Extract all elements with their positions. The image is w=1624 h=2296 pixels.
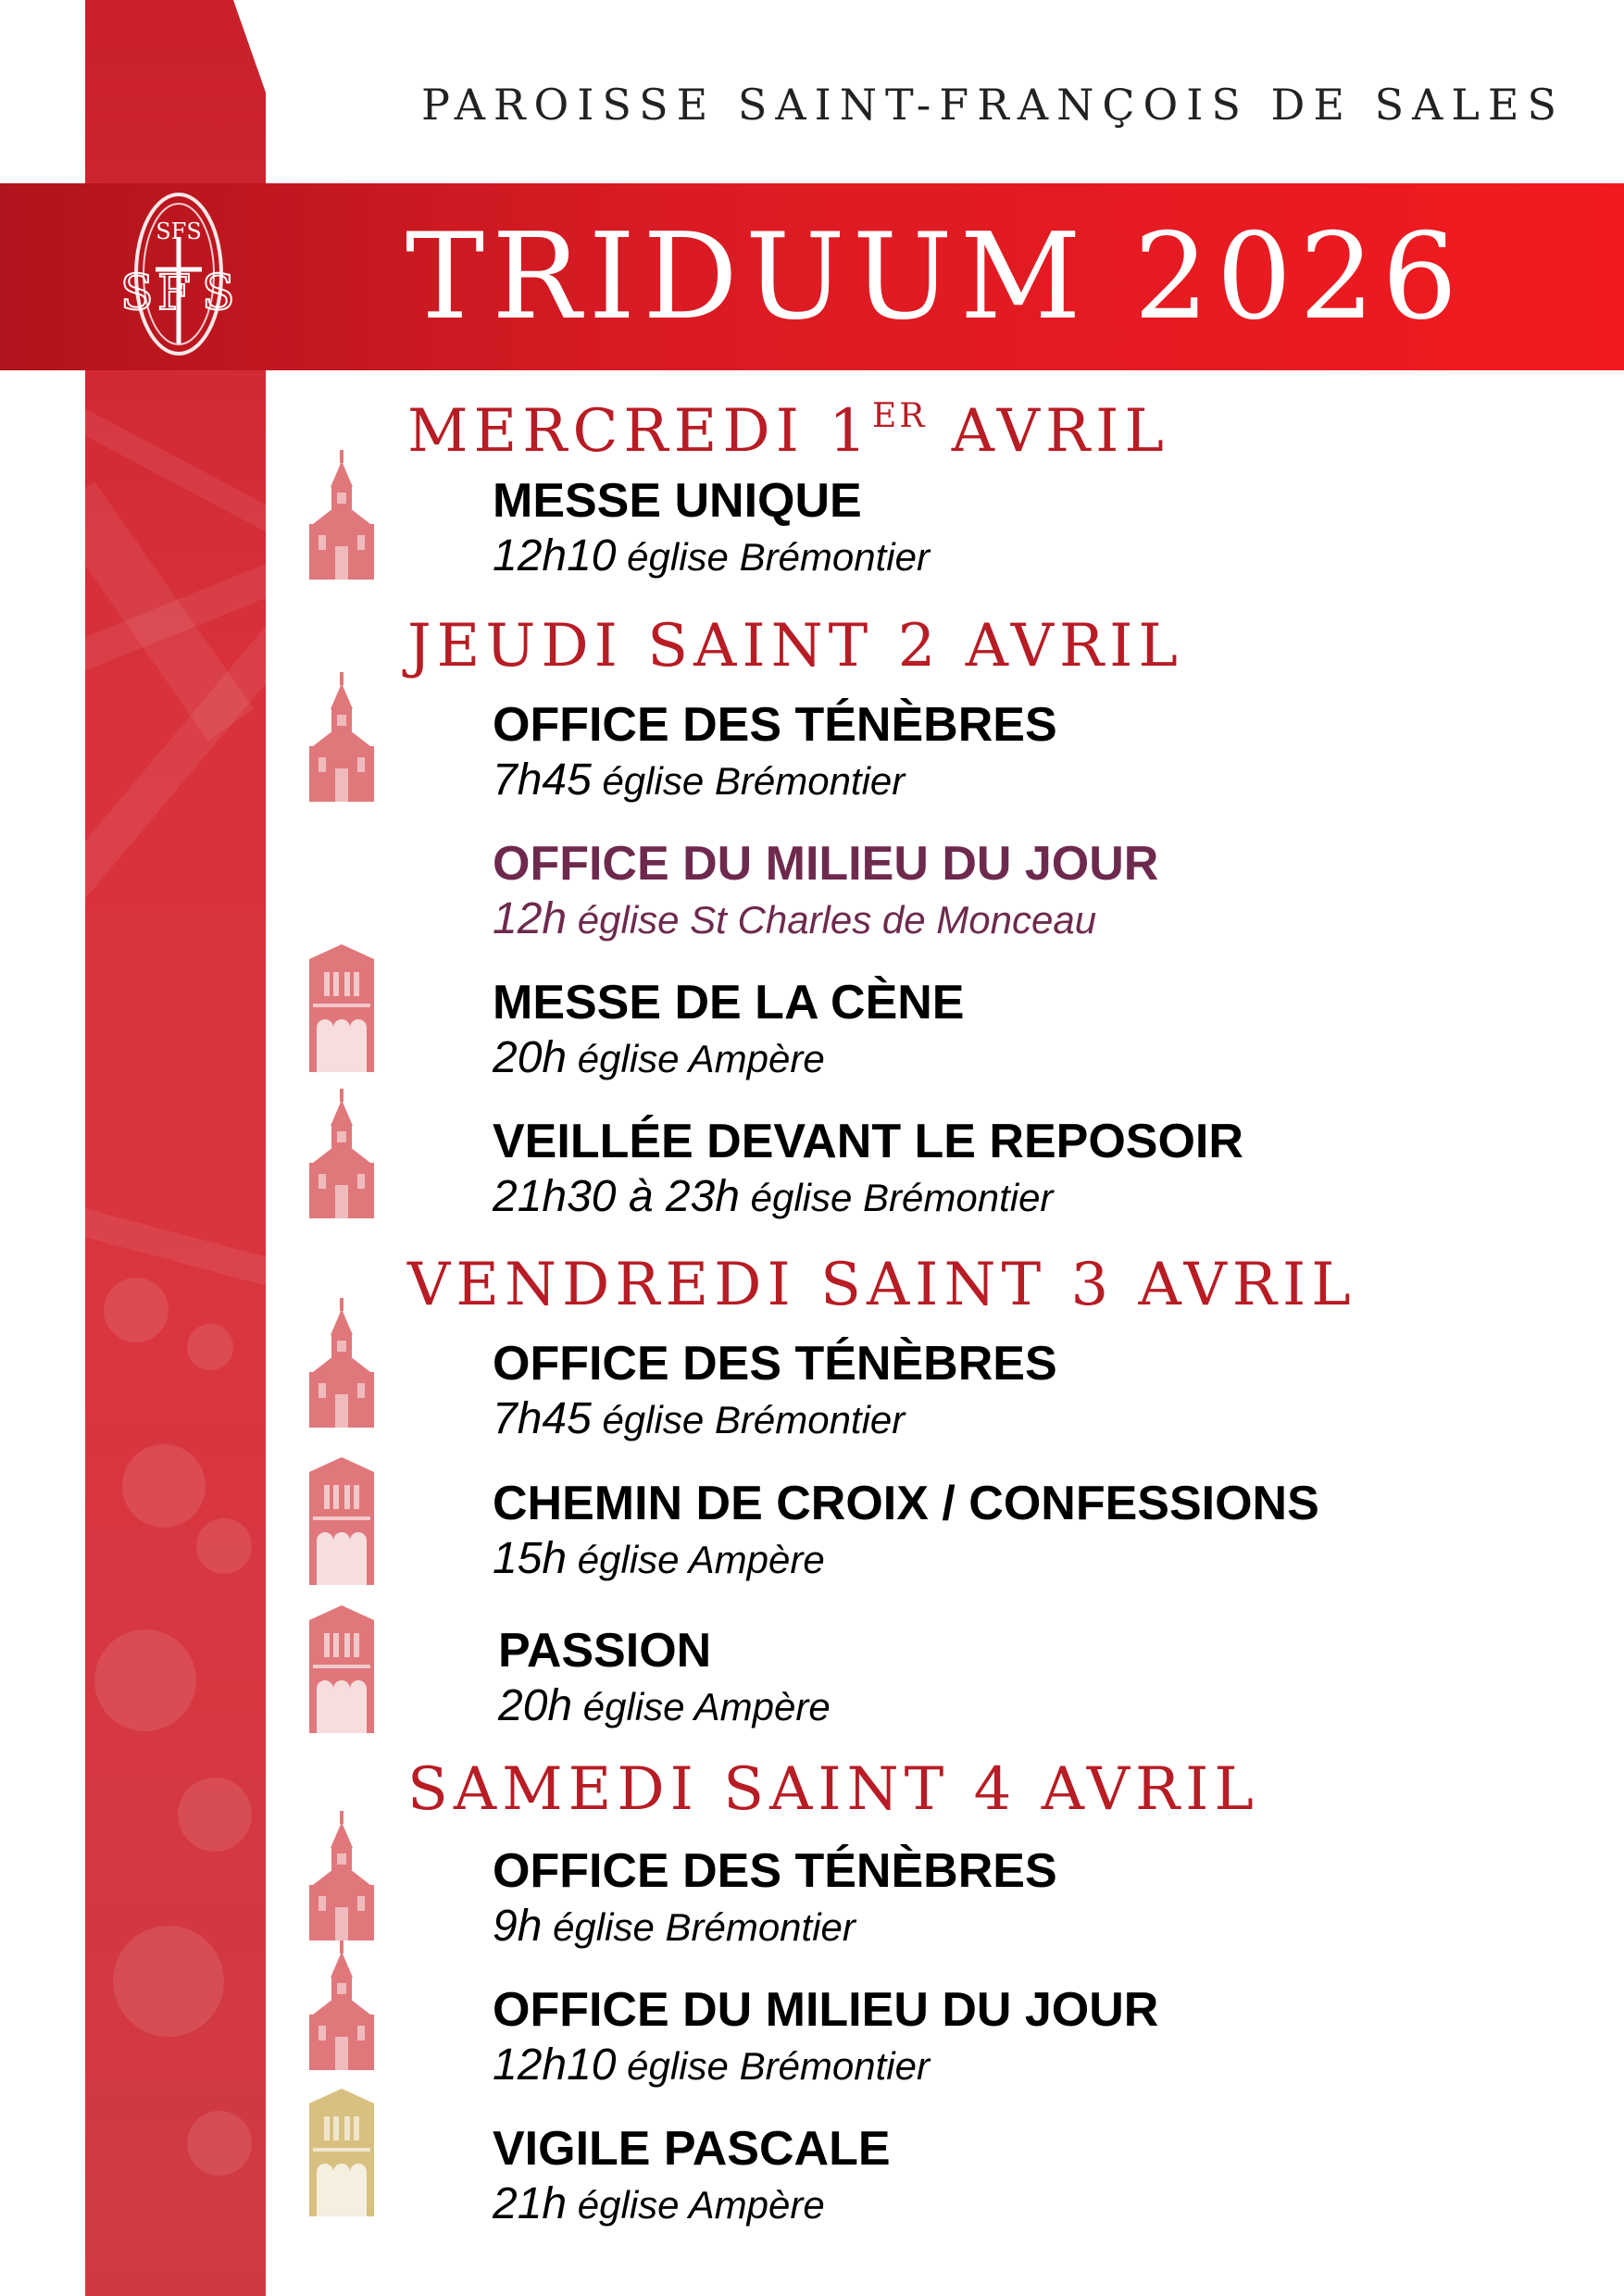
- event-title: MESSE DE LA CÈNE: [493, 976, 965, 1029]
- parish-name: PAROISSE SAINT-FRANÇOIS DE SALES: [420, 80, 1565, 130]
- event-time: 7h45: [493, 755, 592, 805]
- arched-church-gold-icon: [306, 2087, 378, 2216]
- event-title: VEILLÉE DEVANT LE REPOSOIR: [493, 1115, 1243, 1168]
- event-detail: [493, 2039, 1557, 2093]
- event-title: OFFICE DU MILIEU DU JOUR: [493, 837, 1159, 891]
- event-place: église St Charles de Monceau: [577, 898, 1097, 942]
- event-item: [498, 1622, 1563, 1734]
- svg-text:F: F: [157, 266, 192, 321]
- event-place: église Ampère: [577, 1037, 825, 1080]
- event-place: église Brémontier: [750, 1176, 1054, 1219]
- event-time: 15h: [493, 1534, 568, 1583]
- event-time: 21h30 à 23h: [493, 1172, 740, 1221]
- logo-top-text: SFS: [156, 218, 202, 244]
- steeple-church-icon: [306, 1089, 378, 1218]
- event-title: PASSION: [498, 1624, 712, 1678]
- event-place: église Ampère: [577, 1538, 825, 1581]
- arched-church-icon: [306, 942, 378, 1072]
- event-title: CHEMIN DE CROIX / CONFESSIONS: [493, 1477, 1319, 1530]
- event-detail: [493, 1900, 1557, 1954]
- event-place: église Brémontier: [627, 2044, 930, 2088]
- event-detail: [498, 1679, 1563, 1734]
- event-title: OFFICE DES TÉNÈBRES: [493, 1337, 1057, 1391]
- event-title: OFFICE DES TÉNÈBRES: [493, 698, 1057, 752]
- steeple-church-icon: [306, 450, 378, 580]
- day-heading-vendredi: VENDREDI SAINT 3 AVRIL: [407, 1251, 1356, 1319]
- event-detail: [493, 530, 1557, 584]
- event-time: 7h45: [493, 1394, 592, 1443]
- event-time: 9h: [493, 1902, 543, 1951]
- svg-text:S: S: [202, 266, 235, 321]
- event-item: [493, 1981, 1557, 2093]
- event-item: [493, 974, 1557, 1086]
- day-heading-samedi: SAMEDI SAINT 4 AVRIL: [407, 1755, 1259, 1824]
- event-place: église Ampère: [582, 1685, 831, 1728]
- day-heading-jeudi: JEUDI SAINT 2 AVRIL: [407, 612, 1183, 680]
- steeple-church-icon: [306, 1940, 378, 2070]
- event-place: église Brémontier: [602, 759, 906, 803]
- arched-church-icon: [306, 1455, 378, 1585]
- event-item: [493, 2120, 1557, 2232]
- event-place: église Brémontier: [553, 1905, 856, 1949]
- event-title: OFFICE DES TÉNÈBRES: [493, 1844, 1057, 1898]
- event-place: église Ampère: [577, 2183, 825, 2227]
- event-detail: [493, 1532, 1557, 1587]
- event-detail: [493, 1170, 1557, 1225]
- event-time: 20h: [493, 1033, 568, 1082]
- event-place: église Brémontier: [627, 535, 930, 579]
- event-place: église Brémontier: [602, 1398, 906, 1441]
- event-title: MESSE UNIQUE: [493, 474, 862, 528]
- event-item: [493, 696, 1557, 808]
- event-time: 21h: [493, 2179, 568, 2228]
- steeple-church-icon: [306, 672, 378, 802]
- band-top-slant: [85, 0, 266, 93]
- steeple-church-icon: [306, 1298, 378, 1428]
- event-title: OFFICE DU MILIEU DU JOUR: [493, 1983, 1159, 2037]
- event-time: 20h: [498, 1681, 573, 1730]
- svg-text:S: S: [120, 266, 154, 321]
- parish-logo-icon: [109, 181, 248, 367]
- event-time: 12h: [493, 894, 568, 943]
- event-title: VIGILE PASCALE: [493, 2122, 891, 2176]
- arched-church-icon: [306, 1603, 378, 1733]
- event-item: [493, 1113, 1557, 1225]
- event-detail: [493, 1031, 1557, 1086]
- event-item: [493, 472, 1557, 584]
- event-item: [493, 1842, 1557, 1954]
- steeple-church-icon: [306, 1811, 378, 1940]
- day-heading-mercredi: MERCREDI 1ER AVRIL: [407, 397, 1169, 466]
- event-item: [493, 1335, 1557, 1447]
- event-time: 12h10: [493, 2040, 617, 2090]
- event-detail: [493, 754, 1557, 808]
- event-time: 12h10: [493, 531, 617, 580]
- event-detail: [493, 892, 1557, 947]
- event-detail: [493, 1392, 1557, 1447]
- event-item: [493, 1475, 1557, 1587]
- page-title: TRIDUUM 2026: [405, 208, 1466, 346]
- event-detail: [493, 2177, 1557, 2232]
- event-item: [493, 835, 1557, 947]
